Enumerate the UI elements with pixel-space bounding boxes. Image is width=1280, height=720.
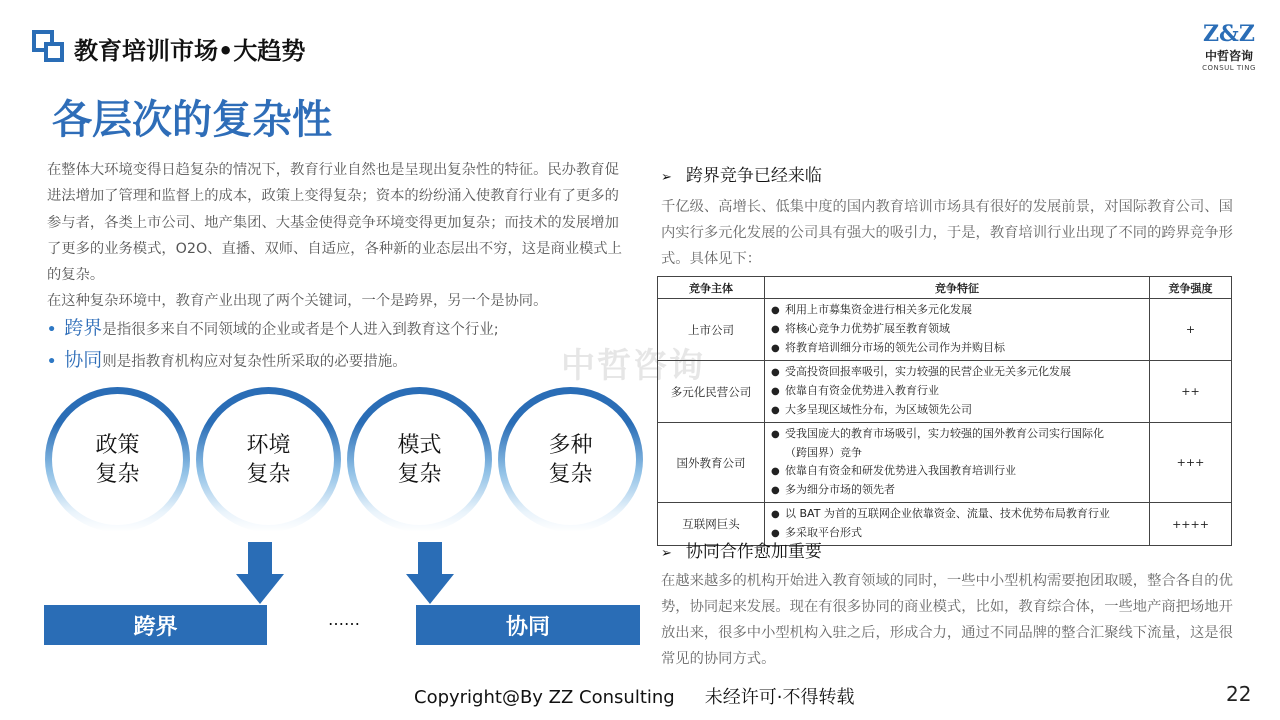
feature-item: ● 以 BAT 为首的互联网企业依靠资金、流量、技术优势布局教育行业 bbox=[771, 507, 1110, 520]
left-paragraphs bbox=[47, 157, 632, 315]
logo-en-name: CONSUL TING bbox=[1202, 64, 1256, 72]
intro-paragraph: 在整体大环境变得日趋复杂的情况下，教育行业自然也是呈现出复杂性的特征。民办教育促进法增加了管理和监督上的成本，政策上变得复杂；资本的纷纷涌入使教育行业有了更多的参与者，各类上市公司、地产集团、大基金使得竞争环境变得更加复杂；而技术的发展增加了更多的业务模式，O2O、直播、双师、自适应，各种新的业态层出不穷，这是商业模式上的复杂。 bbox=[47, 162, 622, 284]
table-features bbox=[765, 361, 1150, 423]
circle-model bbox=[347, 387, 492, 532]
circle-policy bbox=[45, 387, 190, 532]
header-logo-icon bbox=[32, 30, 66, 62]
feature-item: ● 大多呈现区域性分布，为区域领先公司 bbox=[771, 403, 972, 416]
table-features bbox=[765, 423, 1150, 503]
bullet-text: 是指很多来自不同领域的企业或者是个人进入到教育这个行业; bbox=[102, 322, 499, 338]
bullet-keyword: 协同 bbox=[64, 349, 103, 371]
circle-environment bbox=[196, 387, 341, 532]
table-row bbox=[658, 423, 1232, 503]
circle-label-line1: 模式 bbox=[397, 432, 442, 458]
section-title: 教育培训市场•大趋势 bbox=[74, 37, 306, 65]
bullet-dot: • bbox=[47, 354, 57, 370]
page-number: 22 bbox=[1226, 682, 1252, 706]
circle-multiple bbox=[498, 387, 643, 532]
table-entity: 多元化民营公司 bbox=[658, 361, 765, 423]
feature-item: ● 依靠自有资金优势进入教育行业 bbox=[771, 384, 939, 397]
feature-item: ● 多采取平台形式 bbox=[771, 526, 862, 539]
ellipsis: …… bbox=[328, 610, 360, 629]
chevron-right-icon: ➢ bbox=[661, 546, 672, 561]
copyright-text: Copyright@By ZZ Consulting bbox=[414, 687, 675, 708]
table-features bbox=[765, 299, 1150, 361]
competition-table bbox=[657, 276, 1232, 546]
table-row bbox=[658, 361, 1232, 423]
section-heading-text: 协同合作愈加重要 bbox=[685, 542, 822, 562]
table-row bbox=[658, 299, 1232, 361]
synergy-paragraph: 在越来越多的机构开始进入教育领域的同时，一些中小型机构需要抱团取暖，整合各自的优势，协同起来发展。现在有很多协同的商业模式，比如，教育综合体，一些地产商把场地开放出来，很多中小型机构入驻之后，形成合力，通过不同品牌的整合汇聚线下流量，这是很常见的协同方式。 bbox=[661, 573, 1233, 667]
bullet-keyword: 跨界 bbox=[64, 317, 103, 339]
table-header: 竞争特征 bbox=[765, 277, 1150, 299]
feature-item: ● 受高投资回报率吸引，实力较强的民营企业无关多元化发展 bbox=[771, 365, 1071, 378]
circle-label-line1: 多种 bbox=[548, 432, 593, 458]
circle-label-line2: 复杂 bbox=[548, 461, 593, 487]
feature-item: ● 受我国庞大的教育市场吸引，实力较强的国外教育公司实行国际化 bbox=[771, 427, 1104, 440]
reprint-notice: 未经许可·不得转载 bbox=[704, 687, 855, 708]
feature-item: ● 多为细分市场的领先者 bbox=[771, 483, 895, 496]
table-entity: 上市公司 bbox=[658, 299, 765, 361]
keyword-paragraph: 在这种复杂环境中，教育产业出现了两个关键词，一个是跨界，另一个是协同。 bbox=[47, 293, 548, 310]
bullet-crossover bbox=[47, 315, 499, 343]
circle-label-line1: 政策 bbox=[95, 432, 140, 458]
watermark: 中哲咨询 bbox=[561, 346, 705, 386]
table-intensity: + bbox=[1150, 299, 1232, 361]
table-entity: 国外教育公司 bbox=[658, 423, 765, 503]
bullet-text: 则是指教育机构应对复杂性所采取的必要措施。 bbox=[102, 354, 407, 370]
feature-item: ● 依靠自有资金和研发优势进入我国教育培训行业 bbox=[771, 464, 1016, 477]
table-header-row bbox=[658, 277, 1232, 299]
feature-item: ● 将核心竞争力优势扩展至教育领域 bbox=[771, 322, 950, 335]
logo-cn-name: 中哲咨询 bbox=[1204, 49, 1253, 63]
table-header: 竞争主体 bbox=[658, 277, 765, 299]
page-title: 各层次的复杂性 bbox=[52, 97, 332, 143]
company-logo bbox=[1198, 22, 1260, 73]
circle-label-line2: 复杂 bbox=[397, 461, 442, 487]
table-intensity: ++ bbox=[1150, 361, 1232, 423]
crossover-bar: 跨界 bbox=[44, 605, 267, 645]
section-heading-text: 跨界竞争已经来临 bbox=[685, 166, 822, 186]
chevron-right-icon: ➢ bbox=[661, 170, 672, 185]
footer bbox=[414, 683, 854, 709]
circle-label-line2: 复杂 bbox=[95, 461, 140, 487]
table-intensity: +++ bbox=[1150, 423, 1232, 503]
feature-item: ● 将教育培训细分市场的领先公司作为并购目标 bbox=[771, 341, 1005, 354]
table-header: 竞争强度 bbox=[1150, 277, 1232, 299]
circle-label-line2: 复杂 bbox=[246, 461, 291, 487]
crossover-paragraph: 千亿级、高增长、低集中度的国内教育培训市场具有很好的发展前景，对国际教育公司、国内实行多元化发展的公司具有强大的吸引力，于是，教育培训行业出现了不同的跨界竞争形式。具体见下： bbox=[661, 199, 1233, 267]
section-heading-synergy bbox=[661, 537, 822, 562]
feature-item-continued: （跨国界）竞争 bbox=[785, 446, 862, 459]
bullet-synergy bbox=[47, 347, 407, 375]
circle-label-line1: 环境 bbox=[246, 432, 291, 458]
table-features bbox=[765, 503, 1150, 546]
table-entity: 互联网巨头 bbox=[658, 503, 765, 546]
logo-mark: Z&Z bbox=[1203, 21, 1255, 47]
feature-item: ● 利用上市募集资金进行相关多元化发展 bbox=[771, 303, 972, 316]
bullet-dot: • bbox=[47, 322, 57, 338]
section-heading-crossover bbox=[661, 161, 822, 186]
down-arrow-icon bbox=[236, 542, 284, 606]
table-intensity: ++++ bbox=[1150, 503, 1232, 546]
synergy-bar: 协同 bbox=[416, 605, 640, 645]
down-arrow-icon bbox=[406, 542, 454, 606]
